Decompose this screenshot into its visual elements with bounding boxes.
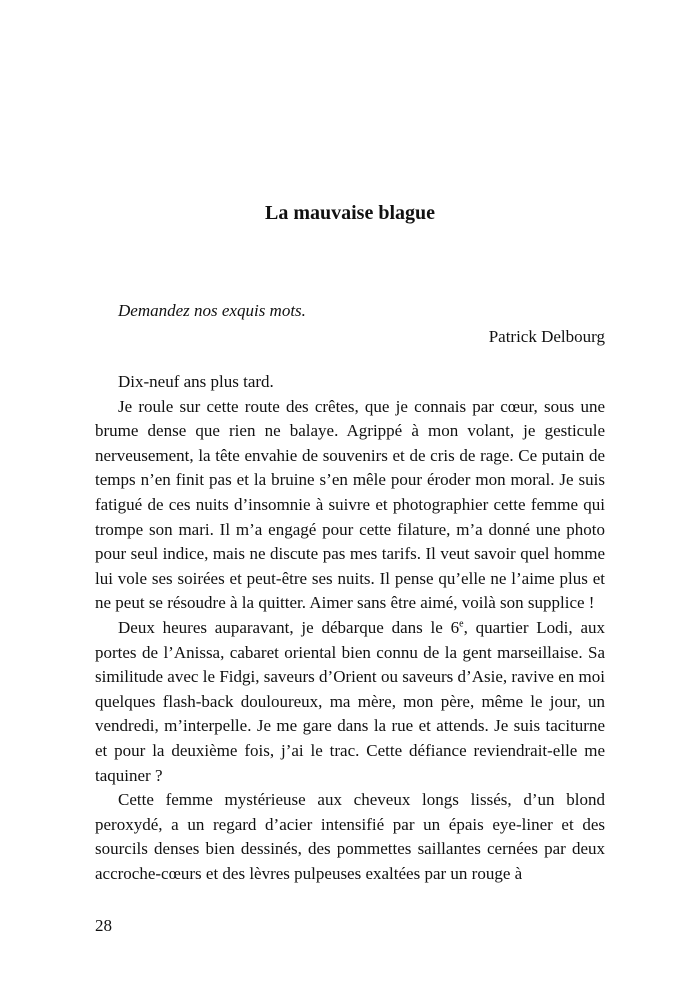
epigraph-author: Patrick Delbourg — [488, 327, 605, 346]
paragraph: Je roule sur cette route des crêtes, que je connais par cœur, sous une brume dense que rien ne balaye. Agrippé à mon volant, je gesticule nerveusement, la tête envahie de souvenirs et de cris de rage. Ce putain de temps n’en finit pas et la bruine s’en mêle pour éroder mon moral. Je suis fatigué de ces nuits d’insomnie à suivre et photographier cette femme qui trompe son mari. Il m’a engagé pour cette filature, m’a donné une photo pour seul indice, mais ne discute pas mes tarifs. Il veut savoir quel homme lui vole ses soirées et peut-être ses nuits. Il pense qu’elle ne l’aime plus et ne peut se résoudre à la quitter. Aimer sans être aimé, voilà son supplice ! — [95, 396, 605, 613]
paragraph: Cette femme mystérieuse aux cheveux longs lissés, d’un blond peroxydé, a un regard d’acier intensifié par un épais eye-liner et des sourcils denses bien dessinés, des pommettes saillantes cernées par deux accroche-cœurs et des lèvres pulpeuses exaltées par un rouge à — [95, 790, 605, 883]
paragraph — [95, 616, 605, 788]
paragraph: Dix-neuf ans plus tard. — [118, 372, 274, 391]
epigraph-quote: Demandez nos exquis mots. — [118, 301, 306, 320]
paragraph-text: , quartier Lodi, aux portes de l’Anissa, cabaret oriental bien connu de la gent marseillaise. Sa similitude avec le Fidgi, saveurs d’Orient ou saveurs d’Asie, ravive en moi quelques flash-back douloureux, ma mère, mon père, même le jour, un vendredi, m’interpelle. Je me gare dans la rue et attends. Je suis taciturne et pour la deuxième fois, j’ai le trac. Cette défiance reviendrait-elle me taquiner ? — [95, 617, 605, 785]
paragraph-text: Deux heures auparavant, je débarque dans le 6 — [118, 617, 460, 637]
chapter-title: La mauvaise blague — [264, 202, 436, 224]
superscript: e — [459, 618, 464, 630]
page-number: 28 — [95, 916, 112, 935]
epigraph — [95, 298, 605, 350]
body-text — [95, 370, 605, 886]
book-page — [95, 0, 605, 992]
